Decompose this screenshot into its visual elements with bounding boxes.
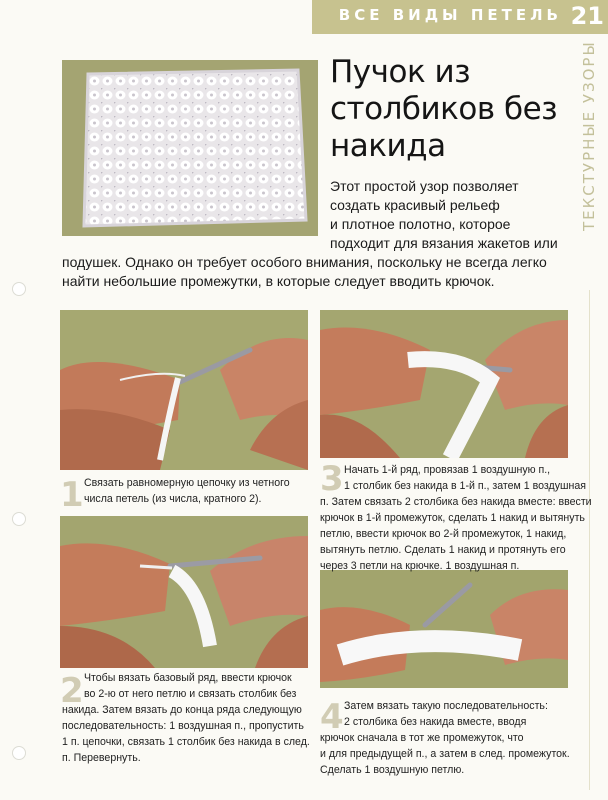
step-3-text-line: крючок в 1-й промежуток, сделать 1 накид и вытянуть [320,512,585,524]
swatch-photo [62,60,318,236]
step-4-text-line: и для предыдущей п., а затем в след. промежуток. [320,748,570,760]
step-2-number: 2 [60,671,84,711]
step-3-text-line: петлю, ввести крючок во 2-й промежуток, 1 накид, [320,528,567,540]
step-3-text-line: 1 столбик без накида в 1-й п., затем 1 воздушная [344,480,586,492]
step-3-text-line: п. Затем связать 2 столбика без накида вместе: ввести [320,496,592,508]
intro-line: и плотное полотно, которое [330,216,511,232]
intro-line: подходит для вязания жакетов или [330,235,558,251]
step-3-text-line: Начать 1-й ряд, провязав 1 воздушную п., [344,464,551,476]
step-1-photo [60,310,308,470]
step-2-photo [60,516,308,668]
title-line: накида [330,128,446,164]
intro-line: найти небольшие промежутки, в которые следует вводить крючок. [62,273,495,289]
page-number: 21 [570,2,604,30]
intro-line: создать красивый рельеф [330,197,500,213]
step-4-number: 4 [320,697,344,737]
step-2-text-line: п. Перевернуть. [62,752,141,764]
section-header [312,0,608,34]
step-3-text-line: вытянуть петлю. Сделать 1 накид и протянуть его [320,544,566,556]
step-1-text-line: Связать равномерную цепочку из четного [84,477,290,489]
step-2-text-line: Чтобы вязать базовый ряд, ввести крючок [84,672,292,684]
section-title: ВСЕ ВИДЫ ПЕТЕЛЬ [338,6,562,24]
intro-line: Этот простой узор позволяет [330,178,519,194]
side-section-label: ТЕКСТУРНЫЕ УЗОРЫ [580,40,598,231]
binder-hole [12,282,26,296]
step-2-text-line: во 2-ю от него петлю и связать столбик без [84,688,297,700]
step-4-text-line: 2 столбика без накида вместе, вводя [344,716,527,728]
title-line: столбиков без [330,91,558,127]
step-4-text-line: Сделать 1 воздушную петлю. [320,764,465,776]
binder-hole [12,746,26,760]
page-title [330,54,580,165]
step-2-text-line: последовательность: 1 воздушная п., пропустить [62,720,304,732]
step-1-text-line: числа петель (из числа, кратного 2). [84,493,262,505]
step-2-text-line: накида. Затем вязать до конца ряда следующую [62,704,302,716]
step-3-photo [320,310,568,458]
step-4-text-line: крючок сначала в тот же промежуток, что [320,732,524,744]
step-3-number: 3 [320,459,344,499]
step-2-text-line: 1 п. цепочки, связать 1 столбик без накида в след. [62,736,310,748]
step-1-number: 1 [60,475,84,515]
step-4-text-line: Затем вязать такую последовательность: [344,700,548,712]
side-divider [589,290,590,790]
step-3-text-line: через 3 петли на крючке. 1 воздушная п. [320,560,520,572]
intro-line: подушек. Однако он требует особого внимания, поскольку не всегда легко [62,254,547,270]
step-4-photo [320,570,568,688]
title-line: Пучок из [330,54,471,90]
binder-hole [12,512,26,526]
